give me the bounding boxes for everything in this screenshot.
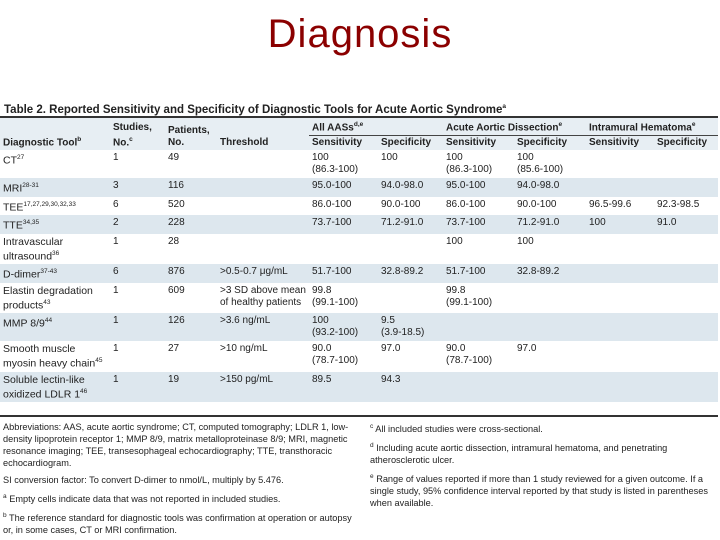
table-title: Table 2. Reported Sensitivity and Specificity of Diagnostic Tools for Acute Aortic Syndrome$^a$ (0, 97, 718, 118)
cell-threshold (217, 197, 309, 216)
cell-aas-spec: 94.0-98.0 (381, 180, 424, 192)
cell-tool (0, 341, 110, 372)
cell-patients: 609 (168, 284, 185, 296)
cell-imh-spec: 92.3-98.5 (657, 198, 700, 210)
cell-tool (0, 215, 110, 234)
cell-threshold: >3.6 ng/mL (220, 315, 271, 327)
tool-name: MMP 8/9 (3, 317, 45, 330)
cell-imh-spec: 91.0 (657, 217, 677, 229)
cell-imh-spec (654, 264, 718, 283)
cell-studies: 1 (113, 343, 119, 355)
tool-name: Smooth muscle myosin heavy chain (3, 343, 96, 370)
cell-threshold: >150 pg/mL (220, 373, 274, 385)
footnote-si: SI conversion factor: To convert D-dimer to nmol/L, multiply by 5.476. (3, 475, 284, 485)
table-row (0, 283, 718, 314)
cell-aad-sens: 51.7-100 (446, 266, 486, 278)
tool-name: D-dimer (3, 268, 41, 281)
table-row (0, 234, 718, 265)
cell-imh-spec (654, 372, 718, 403)
diagnostic-tools-table (0, 118, 718, 402)
cell-aad-sens: 100 (86.3-100) (446, 152, 493, 176)
cell-aas-sens: 100 (93.2-100) (312, 315, 359, 339)
cell-imh-sens (586, 234, 654, 265)
table-row (0, 197, 718, 216)
cell-threshold (217, 215, 309, 234)
cell-patients: 520 (168, 198, 185, 210)
tool-name: CT (3, 154, 17, 167)
cell-aad-sens (443, 372, 514, 403)
cell-imh-sens (586, 264, 654, 283)
tool-reference: 27 (17, 154, 25, 162)
cell-aas-sens: 73.7-100 (312, 217, 352, 229)
tool-reference: 43 (43, 298, 51, 306)
tool-name: Intravascular ultrasound (3, 235, 64, 263)
header-sensitivity: Sensitivity (589, 137, 640, 149)
cell-aas-sens: 90.0 (78.7-100) (312, 343, 359, 367)
cell-aas-sens: 51.7-100 (312, 266, 352, 278)
cell-aad-spec (514, 313, 586, 341)
header-patients: Patients, No. (168, 125, 210, 149)
cell-tool (0, 372, 110, 403)
tool-reference: 46 (80, 387, 88, 395)
header-specificity: Specificity (381, 137, 432, 149)
cell-imh-sens (586, 150, 654, 178)
footnotes-left (3, 421, 353, 540)
table-footnotes (0, 415, 718, 540)
cell-aad-spec: 90.0-100 (517, 198, 557, 210)
cell-imh-sens: 100 (589, 217, 606, 229)
cell-aas-sens: 86.0-100 (312, 198, 352, 210)
cell-patients: 876 (168, 266, 185, 278)
table-row (0, 215, 718, 234)
cell-aas-spec (378, 234, 443, 265)
cell-aas-spec: 9.5 (3.9-18.5) (381, 315, 425, 339)
footnotes-right (370, 421, 715, 514)
cell-threshold: >10 ng/mL (220, 343, 268, 355)
cell-imh-sens (586, 341, 654, 372)
header-specificity: Specificity (517, 137, 568, 149)
cell-aas-spec (378, 283, 443, 314)
cell-aad-spec: 71.2-91.0 (517, 217, 560, 229)
header-threshold: Threshold (220, 137, 269, 149)
cell-imh-spec (654, 234, 718, 265)
footnote-abbreviations: Abbreviations: AAS, acute aortic syndrome; CT, computed tomography; LDLR 1, low-density lipoprotein receptor 1; MMP 8/9, matrix metalloproteinase 8/9; MRI, magnetic resonance imaging; TEE, transesophageal echocardiography; TTE, transthoracic echocardiogram. (3, 422, 349, 468)
cell-patients: 116 (168, 180, 184, 192)
cell-tool (0, 264, 110, 283)
cell-imh-sens (586, 372, 654, 403)
tool-name: MRI (3, 182, 23, 195)
cell-studies: 1 (113, 152, 119, 164)
tool-reference: 45 (95, 357, 103, 365)
cell-imh-sens (586, 178, 654, 197)
tool-reference: 17,27,29,30,32,33 (23, 200, 76, 208)
cell-aad-spec: 32.8-89.2 (517, 266, 560, 278)
slide-title: Diagnosis (267, 12, 453, 56)
cell-patients: 126 (168, 315, 185, 327)
footnote-c: $^c$ All included studies were cross-sectional. (370, 423, 543, 435)
cell-tool (0, 283, 110, 314)
cell-studies: 1 (113, 315, 119, 327)
cell-imh-spec (654, 283, 718, 314)
tool-name: Elastin degradation products (3, 284, 93, 312)
tool-reference: 36 (52, 249, 60, 257)
header-group-dissection: Acute Aortic Dissection$^e$ (443, 118, 586, 136)
cell-imh-spec (654, 341, 718, 372)
header-sensitivity: Sensitivity (446, 137, 497, 149)
cell-aas-sens: 100 (86.3-100) (312, 152, 359, 176)
cell-imh-spec (654, 150, 718, 178)
table-row (0, 372, 718, 403)
cell-aas-spec: 97.0 (381, 343, 401, 355)
table-row (0, 150, 718, 178)
cell-threshold: >0.5-0.7 μg/mL (220, 266, 288, 278)
cell-studies: 2 (113, 217, 119, 229)
table-row (0, 341, 718, 372)
cell-aad-sens (443, 313, 514, 341)
cell-patients: 27 (168, 343, 180, 355)
table-row (0, 313, 718, 341)
cell-imh-sens: 96.5-99.6 (589, 198, 632, 210)
cell-aad-sens: 86.0-100 (446, 198, 486, 210)
cell-tool (0, 313, 110, 341)
footnote-d: $^d$ Including acute aortic dissection, intramural hematoma, and penetrating atherosclerotic ulcer. (370, 442, 668, 466)
header-group-hematoma: Intramural Hematoma$^e$ (586, 118, 718, 136)
tool-reference: 34,35 (22, 219, 40, 227)
header-sensitivity: Sensitivity (312, 137, 363, 149)
cell-aad-sens: 100 (446, 235, 463, 247)
cell-aas-sens: 89.5 (312, 373, 332, 385)
cell-studies: 1 (113, 373, 119, 385)
table-figure (0, 97, 718, 540)
cell-imh-spec (654, 313, 718, 341)
cell-studies: 1 (113, 284, 119, 296)
table-row (0, 264, 718, 283)
tool-name: Soluble lectin-like oxidized LDLR 1 (3, 373, 85, 401)
cell-imh-sens (586, 313, 654, 341)
header-specificity: Specificity (657, 137, 708, 149)
cell-patients: 19 (168, 373, 180, 385)
cell-aas-sens: 95.0-100 (312, 180, 352, 192)
cell-tool (0, 150, 110, 178)
tool-reference: 44 (44, 317, 53, 325)
cell-aas-spec: 32.8-89.2 (381, 266, 424, 278)
cell-threshold (217, 178, 309, 197)
cell-aas-spec: 94.3 (381, 373, 401, 385)
tool-reference: 37-43 (40, 268, 57, 276)
header-studies: Studies, No.$^c$ (113, 122, 152, 149)
cell-patients: 49 (168, 152, 180, 164)
table-body (0, 150, 718, 402)
cell-aad-sens: 99.8 (99.1-100) (446, 284, 493, 308)
table-row (0, 178, 718, 197)
header-group-all-aas: All AASs$^{d,e}$ (309, 118, 443, 136)
cell-aad-sens: 95.0-100 (446, 180, 486, 192)
cell-studies: 1 (113, 235, 119, 247)
cell-threshold: >3 SD above mean of healthy patients (220, 284, 306, 308)
cell-tool (0, 197, 110, 216)
footnote-b: $^b$ The reference standard for diagnostic tools was confirmation at operation or autopsy or, in some cases, CT or MRI confirmation. (3, 512, 352, 536)
header-diagnostic-tool: Diagnostic Tool$^b$ (3, 136, 82, 149)
tool-reference: 28-31 (22, 182, 39, 190)
cell-studies: 6 (113, 198, 119, 210)
cell-aas-sens: 99.8 (99.1-100) (312, 284, 359, 308)
tool-name: TEE (3, 201, 24, 214)
cell-studies: 6 (113, 266, 119, 278)
cell-aad-spec: 94.0-98.0 (517, 180, 560, 192)
cell-tool (0, 178, 110, 197)
cell-aas-sens (309, 234, 378, 265)
cell-aad-sens: 73.7-100 (446, 217, 486, 229)
cell-aad-spec: 100 (85.6-100) (517, 152, 564, 176)
cell-threshold (217, 150, 309, 178)
cell-patients: 228 (168, 217, 185, 229)
cell-aas-spec: 100 (381, 152, 398, 164)
cell-aas-spec: 90.0-100 (381, 198, 421, 210)
cell-patients: 28 (168, 235, 180, 247)
cell-threshold (217, 234, 309, 265)
footnote-a: $^a$ Empty cells indicate data that was not reported in included studies. (3, 493, 281, 505)
cell-tool (0, 234, 110, 265)
cell-aad-spec (514, 283, 586, 314)
tool-name: TTE (3, 219, 23, 232)
cell-aad-spec (514, 372, 586, 403)
cell-aas-spec: 71.2-91.0 (381, 217, 424, 229)
cell-imh-sens (586, 283, 654, 314)
cell-aad-sens: 90.0 (78.7-100) (446, 343, 493, 367)
footnote-e: $^e$ Range of values reported if more than 1 study reviewed for a given outcome. If a single study, 95% confidence interval reported by that study is listed in parentheses when available. (370, 473, 708, 509)
cell-imh-spec (654, 178, 718, 197)
cell-studies: 3 (113, 180, 119, 192)
cell-aad-spec: 100 (517, 235, 534, 247)
cell-aad-spec: 97.0 (517, 343, 537, 355)
